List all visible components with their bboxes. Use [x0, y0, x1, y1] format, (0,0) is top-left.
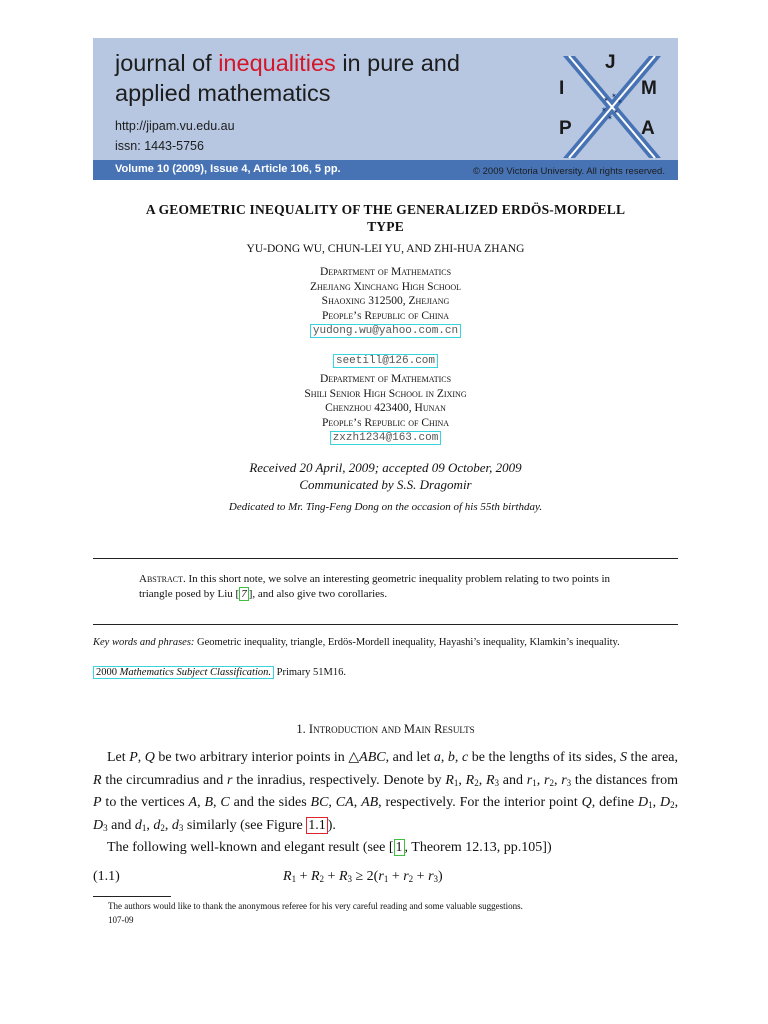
- svg-text:✶: ✶: [617, 98, 623, 106]
- copyright-text: © 2009 Victoria University. All rights reserved.: [473, 166, 665, 177]
- svg-text:✶: ✶: [613, 108, 619, 116]
- dedication: Dedicated to Mr. Ting-Feng Dong on the occasion of his 55th birthday.: [228, 501, 543, 513]
- journal-title-red: inequalities: [218, 50, 336, 76]
- communicated-line: Communicated by S.S. Dragomir: [299, 477, 472, 492]
- figure-link[interactable]: 1.1: [308, 817, 326, 833]
- svg-text:✶: ✶: [611, 92, 617, 100]
- issn-value: 1443-5756: [144, 139, 204, 153]
- abstract: [139, 572, 639, 602]
- equation-formula: $R_1 + R_2 + R_3 \ge 2(r_1 + r_2 + r_3)$: [283, 869, 443, 884]
- equation-number: (1.1): [93, 869, 120, 884]
- footnote-rule: [93, 896, 171, 897]
- keywords-text: Geometric inequality, triangle, Erdös-Mordell inequality, Hayashi’s inequality, Klamkin’s inequality.: [197, 637, 620, 648]
- section-number: 1.: [296, 722, 306, 736]
- affiliation-line: People’s Republic of China: [321, 309, 450, 322]
- svg-text:✶: ✶: [601, 106, 607, 114]
- citation-link[interactable]: [239, 587, 249, 601]
- msc-link[interactable]: [93, 666, 274, 679]
- affiliation-1: [93, 265, 678, 338]
- file-id: 107-09: [108, 915, 134, 925]
- abstract-text: In this short note, we solve an interesting geometric inequality problem relating to two points in triangle posed by Liu [: [139, 573, 611, 600]
- jipam-logo: [543, 38, 678, 180]
- logo-letter: M: [641, 78, 657, 99]
- received-line: Received 20 April, 2009; accepted 09 October, 2009: [249, 460, 522, 475]
- msc-label: Mathematics Subject Classification.: [119, 667, 271, 678]
- msc-value: Primary 51M16.: [276, 667, 347, 678]
- logo-letter: I: [559, 78, 565, 99]
- issn-label: issn:: [115, 139, 141, 153]
- title-line: A GEOMETRIC INEQUALITY OF THE GENERALIZED ERDÖS-MORDELL: [145, 202, 626, 217]
- affiliation-line: Chenzhou 423400, Hunan: [325, 402, 446, 414]
- affiliation-line: Department of Mathematics: [319, 373, 452, 385]
- affiliation-line: Shili Senior High School in Zixing: [304, 387, 467, 400]
- affiliation-line: Department of Mathematics: [319, 266, 452, 278]
- logo-letter: J: [605, 52, 616, 73]
- paragraph: Let P, Q be two arbitrary interior points in △ABC, and let a, b, c be the lengths of its sides, S the area, R the circumradius and r the inradius, respectively. Denote by $R_1$, $R_2$, $R_3$ and $r_1$, $r_2$, $r_3$ the distances from P to the vertices A, B, C and the sides BC, CA, AB, respectively. For the interior point Q, define $D_1$, $D_2$, $D_3$ and $d_1$, $d_2$, $d_3$ similarly (see Figure 1.1 ).: [93, 750, 679, 833]
- email-second-row: [93, 350, 678, 368]
- journal-title-part: journal of: [115, 50, 219, 76]
- svg-text:✶: ✶: [603, 96, 609, 104]
- affiliation-2: [93, 372, 678, 445]
- affiliation-line: People’s Republic of China: [321, 416, 450, 429]
- received-dates: [93, 459, 678, 493]
- svg-text:✶: ✶: [607, 114, 613, 122]
- authors: YU-DONG WU, CHUN-LEI YU, AND ZHI-HUA ZHANG: [246, 243, 525, 255]
- journal-url[interactable]: http://jipam.vu.edu.au: [115, 119, 235, 133]
- body-text: [93, 747, 678, 860]
- abstract-label: Abstract.: [139, 573, 186, 585]
- keywords: [93, 637, 693, 648]
- affiliation-line: Shaoxing 312500, Zhejiang: [321, 295, 450, 307]
- paragraph: The following well-known and elegant result (see [ 1 , Theorem 12.13, pp.105]): [107, 840, 552, 855]
- msc-year: 2000: [96, 667, 117, 678]
- divider: [93, 558, 678, 559]
- divider: [93, 624, 678, 625]
- journal-banner: [93, 38, 678, 180]
- journal-title-line2: applied mathematics: [115, 80, 331, 106]
- email-link[interactable]: yudong.wu@yahoo.com.cn: [310, 324, 461, 338]
- volume-text: Volume 10 (2009), Issue 4, Article 106, 5 pp.: [115, 163, 341, 175]
- section-title: Introduction and Main Results: [308, 722, 475, 736]
- logo-letter: P: [559, 118, 572, 139]
- msc-classification: [93, 667, 346, 678]
- journal-title: [115, 48, 460, 108]
- citation-link[interactable]: 1: [395, 840, 403, 855]
- journal-issn: [115, 139, 204, 153]
- affiliation-line: Zhejiang Xinchang High School: [309, 280, 462, 293]
- abstract-text: ], and also give two corollaries.: [248, 588, 388, 600]
- section-heading: [93, 722, 678, 737]
- footnote: The authors would like to thank the anonymous referee for his very careful reading and some valuable suggestions.: [108, 901, 523, 911]
- email-link[interactable]: seetill@126.com: [333, 354, 438, 368]
- keywords-label: Key words and phrases:: [93, 637, 195, 648]
- journal-title-part: in pure and: [335, 50, 460, 76]
- paper-title: [93, 201, 678, 235]
- title-line: TYPE: [367, 219, 404, 234]
- email-link[interactable]: zxzh1234@163.com: [330, 431, 442, 445]
- logo-letter: A: [641, 118, 655, 139]
- citation-number: 7: [241, 588, 247, 600]
